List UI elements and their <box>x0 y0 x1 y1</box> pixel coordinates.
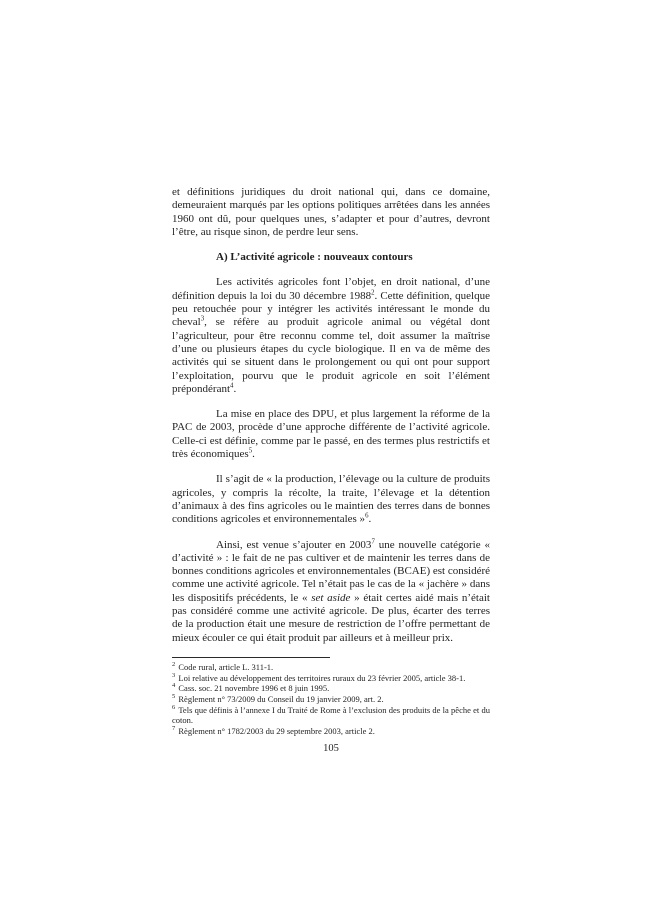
text-segment: set aside <box>311 591 351 604</box>
text-segment: » était certes aidé mais n’était pas considéré comme une activité agricole. De plus, écarter des terres de la production était une mesure de restriction de l’offre permettant de mieux écouler ce qui était produit par ailleurs et à meilleur prix. <box>172 591 490 644</box>
text-segment: . Cette définition, quelque peu retouchée pour y intégrer les activités intéressant le monde du cheval <box>172 289 490 329</box>
footnote-separator <box>172 657 330 658</box>
text-segment: , se réfère au produit agricole animal ou végétal dont l’agriculteur, pour être reconnu comme tel, doit assumer la maîtrise d’une ou plusieurs étapes du cycle biologique. Il en va de même des activités qui se situent dans le prolongement ou qui ont pour support l’exploitation, pourvu que le produit agricole en soit l’élément prépondérant <box>172 316 490 395</box>
page-number: 105 <box>323 742 339 754</box>
footnote-item: $^6$ Tels que définis à l’annexe I du Traité de Rome à l’exclusion des produits de la pêche et du coton. <box>172 703 490 726</box>
footnote-item: $^5$ Règlement n° 73/2009 du Conseil du 19 janvier 2009, art. 2. <box>172 693 384 705</box>
footnote-reference: 6 <box>365 512 369 520</box>
footnote-reference: 5 <box>248 447 253 455</box>
footnote-number: 2 <box>172 661 176 669</box>
footnote-reference: 2 <box>371 289 375 297</box>
text-segment: et définitions juridiques du droit national qui, dans ce domaine, demeuraient marqués par les options politiques arrêtées dans les années 1960 ont dû, pour quelques unes, s’adapter et pour d’autres, devront l’être, au risque sinon, de perdre leur sens. <box>172 186 490 238</box>
footnote-number: 3 <box>172 671 176 679</box>
footnote-reference: 7 <box>371 537 375 545</box>
footnote-reference: 3 <box>200 315 205 323</box>
footnote-item: $^2$ Code rural, article L. 311-1. <box>172 661 274 672</box>
text-segment: . <box>368 513 372 526</box>
text-segment: . <box>233 382 237 395</box>
footnote-number: 6 <box>172 703 176 711</box>
text-segment: Ainsi, est venue s’ajouter en 2003 <box>216 538 372 551</box>
body-paragraph <box>172 276 490 396</box>
footnote-number: 7 <box>172 725 176 733</box>
text-segment: Les activités agricoles font l’objet, en droit national, d’une définition depuis la loi du 30 décembre 1988 <box>172 276 490 302</box>
body-paragraph <box>172 408 490 461</box>
text-segment: Il s’agit de « la production, l’élevage ou la culture de produits agricoles, y compris la récolte, la traite, l’élevage et la détention d’animaux à des fins agricoles ou le maintien des terres dans de bonnes conditions agricoles et environnementales » <box>172 473 490 526</box>
section-heading: A) L’activité agricole : nouveaux contours <box>216 251 413 264</box>
body-paragraph <box>172 539 490 645</box>
intro-paragraph <box>172 186 490 239</box>
text-block <box>172 186 490 754</box>
footnote-list <box>172 662 490 737</box>
footnote-number: 4 <box>172 682 176 690</box>
footnote-reference: 4 <box>230 382 234 390</box>
footnote-item: $^3$ Loi relative au développement des territoires ruraux du 23 février 2005, article 38-1. <box>172 671 466 683</box>
text-segment: La mise en place des DPU, et plus largement la réforme de la PAC de 2003, procède d’une approche différente de l’activité agricole. Celle-ci est définie, comme par le passé, en des termes plus restrictifs et très économiques <box>172 408 490 461</box>
footnote-item: $^7$ Règlement n° 1782/2003 du 29 septembre 2003, article 2. <box>172 725 375 737</box>
footnote-number: 5 <box>172 693 176 701</box>
text-segment: . <box>252 448 255 461</box>
body-paragraph <box>172 473 490 526</box>
text-segment: une nouvelle catégorie « d’activité » : le fait de ne pas cultiver et de maintenir les terres dans de bonnes conditions agricoles et environnementales (BCAE) est considéré comme une activité agricole. Tel n’était pas le cas de la « jachère » dans les dispositifs précédents, le « <box>172 538 490 604</box>
footnote-item: $^4$ Cass. soc. 21 novembre 1996 et 8 juin 1995. <box>172 682 330 694</box>
